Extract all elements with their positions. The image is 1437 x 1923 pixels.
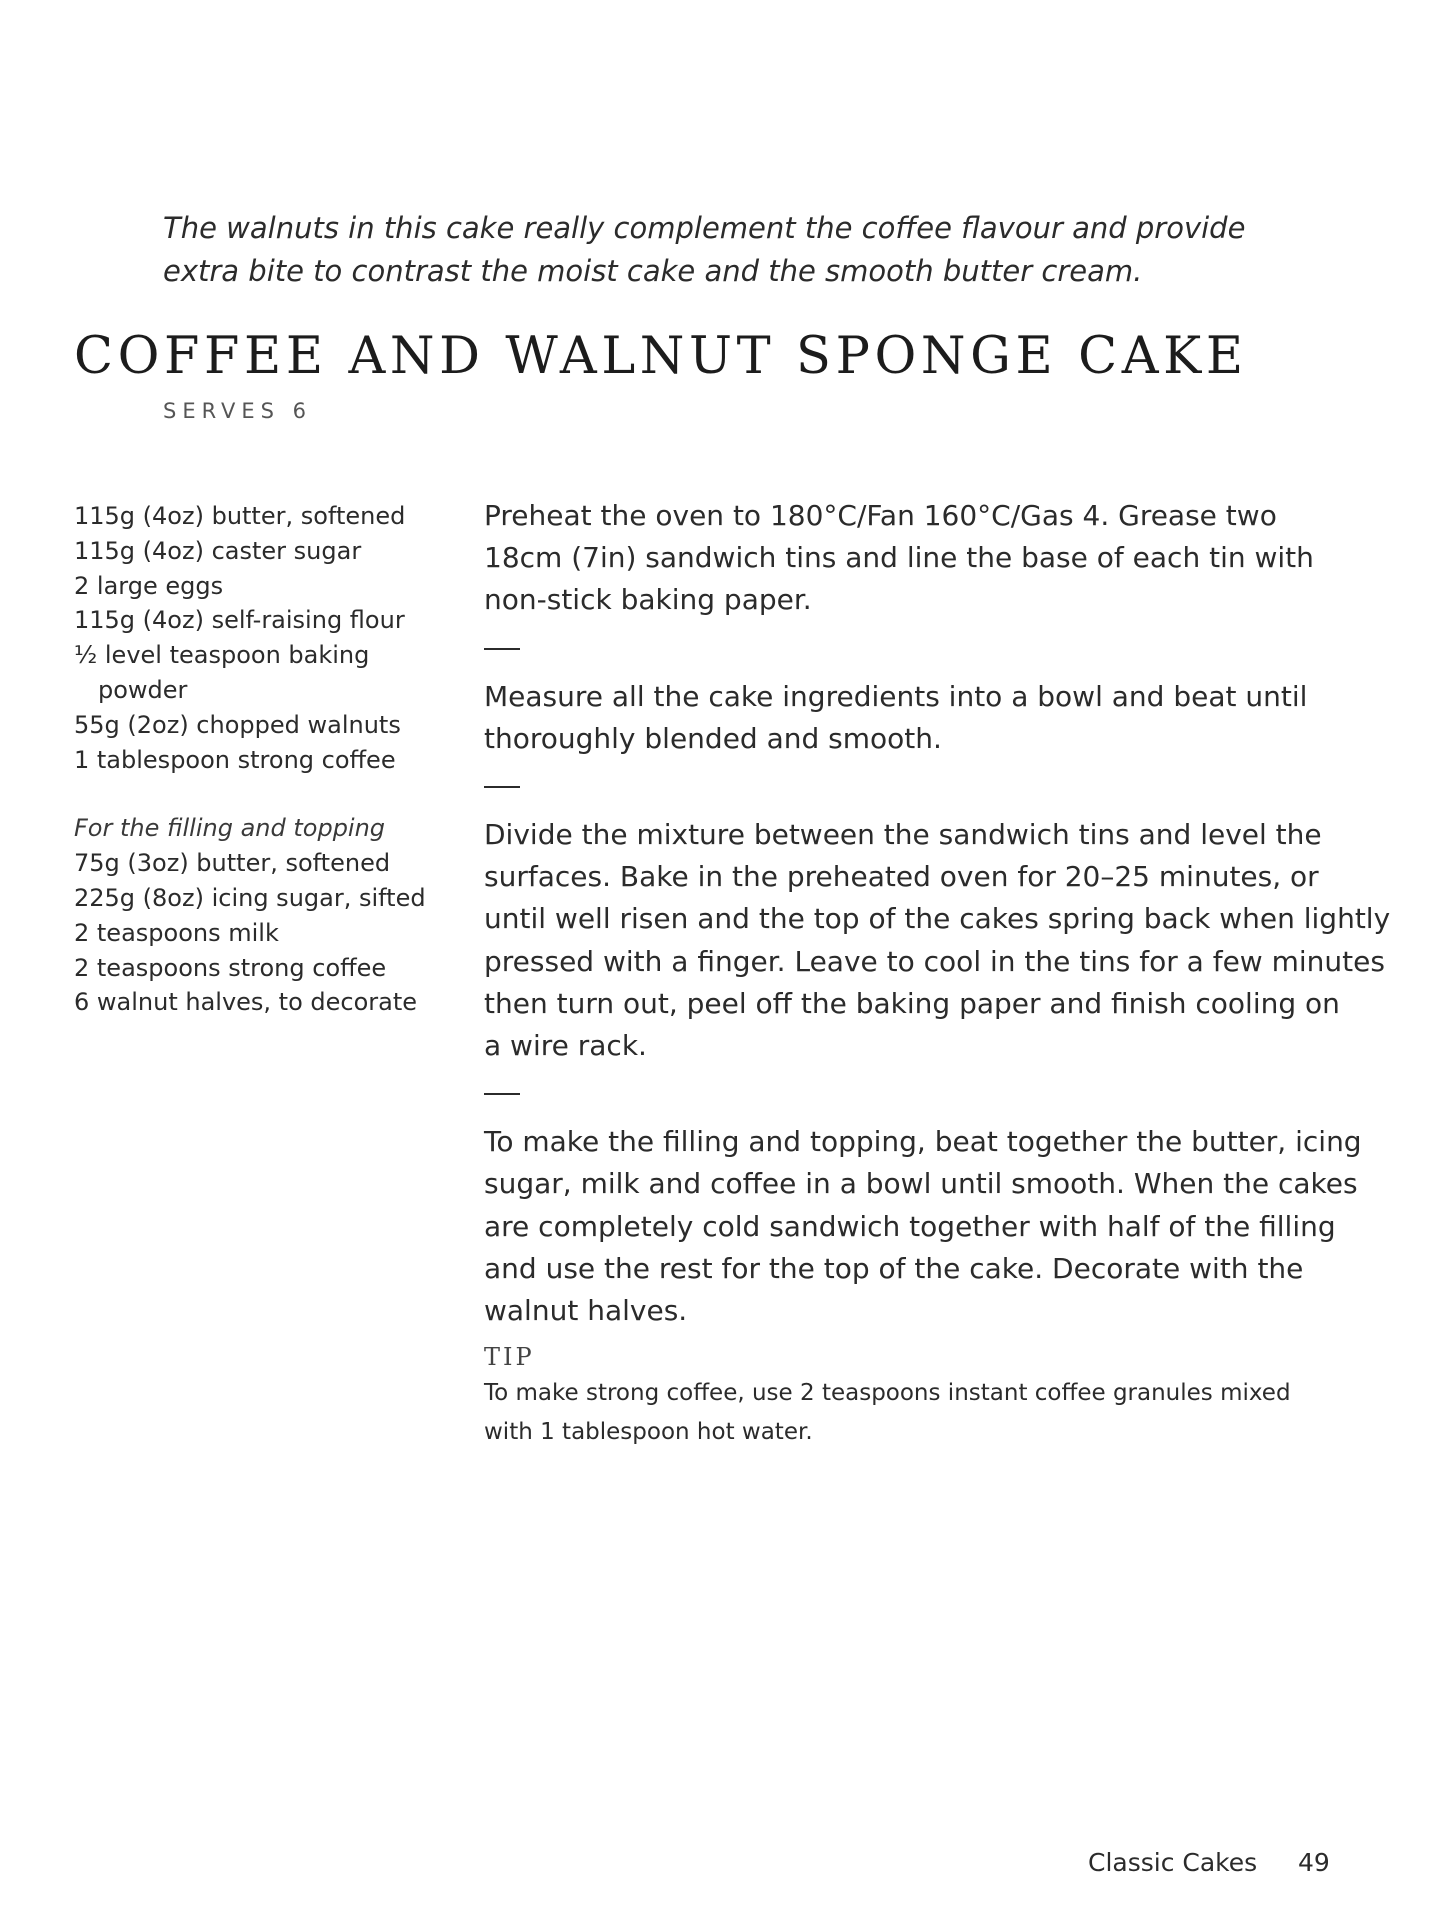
filling-ingredients bbox=[74, 846, 434, 1020]
ingredient-item: 2 teaspoons milk bbox=[74, 918, 279, 947]
method-line: Preheat the oven to 180°C/Fan 160°C/Gas 4. Grease two bbox=[484, 499, 1277, 532]
tip-line: To make strong coffee, use 2 teaspoons instant coffee granules mixed bbox=[484, 1380, 1291, 1406]
ingredients-list bbox=[74, 499, 434, 1020]
method-steps bbox=[484, 495, 1391, 1332]
ingredient-item: 6 walnut halves, to decorate bbox=[74, 988, 418, 1017]
tip-text bbox=[484, 1374, 1324, 1452]
step-divider bbox=[484, 648, 520, 650]
method-line: surfaces. Bake in the preheated oven for 20–25 minutes, or bbox=[484, 860, 1319, 894]
method-line: Measure all the cake ingredients into a bowl and beat until bbox=[484, 679, 1308, 713]
page-number: 49 bbox=[1298, 1848, 1330, 1877]
method-line: Divide the mixture between the sandwich tins and level the bbox=[484, 818, 1322, 852]
footer-section-title: Classic Cakes bbox=[1088, 1848, 1258, 1877]
method-line: non-stick baking paper. bbox=[484, 583, 812, 617]
method-line: 18cm (7in) sandwich tins and line the base of each tin with bbox=[484, 541, 1314, 575]
method-line: To make the filling and topping, beat together the butter, icing bbox=[484, 1125, 1362, 1159]
step-divider bbox=[484, 1093, 520, 1095]
ingredient-item: 75g (3oz) butter, softened bbox=[74, 849, 391, 878]
ingredient-item: 1 tablespoon strong coffee bbox=[74, 745, 396, 774]
step-divider bbox=[484, 786, 520, 788]
tip-box bbox=[484, 1340, 1324, 1452]
method-line: sugar, milk and coffee in a bowl until smooth. When the cakes bbox=[484, 1167, 1358, 1201]
intro-line: The walnuts in this cake really complement the coffee flavour and provide bbox=[163, 211, 1246, 245]
ingredient-item: 115g (4oz) caster sugar bbox=[74, 536, 362, 565]
method-step-2 bbox=[484, 676, 1314, 760]
method-line: walnut halves. bbox=[484, 1294, 688, 1328]
ingredient-item: 115g (4oz) self-raising flour bbox=[74, 606, 405, 635]
method-line: pressed with a finger. Leave to cool in the tins for a few minutes bbox=[484, 944, 1385, 978]
tip-heading: TIP bbox=[484, 1343, 535, 1371]
method-line: are completely cold sandwich together with half of the filling bbox=[484, 1209, 1336, 1243]
intro-text bbox=[163, 207, 1313, 293]
serves-label: SERVES 6 bbox=[163, 399, 313, 423]
method-step-4 bbox=[484, 1121, 1362, 1332]
recipe-title: COFFEE AND WALNUT SPONGE CAKE bbox=[74, 327, 1248, 386]
tip-line: with 1 tablespoon hot water. bbox=[484, 1419, 813, 1445]
ingredient-item: 55g (2oz) chopped walnuts bbox=[74, 710, 401, 739]
ingredient-item: 2 teaspoons strong coffee bbox=[74, 953, 387, 982]
method-line: a wire rack. bbox=[484, 1029, 647, 1063]
intro-line: extra bite to contrast the moist cake and the smooth butter cream. bbox=[163, 254, 1143, 288]
ingredient-item: 115g (4oz) butter, softened bbox=[74, 502, 406, 530]
ingredient-item: ½ level teaspoon baking powder bbox=[74, 641, 370, 704]
method-line: and use the rest for the top of the cake. Decorate with the bbox=[484, 1251, 1304, 1285]
cake-ingredients bbox=[74, 499, 434, 777]
method-line: thoroughly blended and smooth. bbox=[484, 721, 942, 755]
method-step-3 bbox=[484, 814, 1391, 1067]
ingredient-item: 225g (8oz) icing sugar, sifted bbox=[74, 883, 426, 912]
filling-heading: For the filling and topping bbox=[74, 814, 386, 843]
method-step-1 bbox=[484, 495, 1314, 622]
method-line: until well risen and the top of the cakes spring back when lightly bbox=[484, 902, 1391, 936]
ingredient-item: 2 large eggs bbox=[74, 571, 224, 600]
method-line: then turn out, peel off the baking paper and finish cooling on bbox=[484, 986, 1340, 1020]
